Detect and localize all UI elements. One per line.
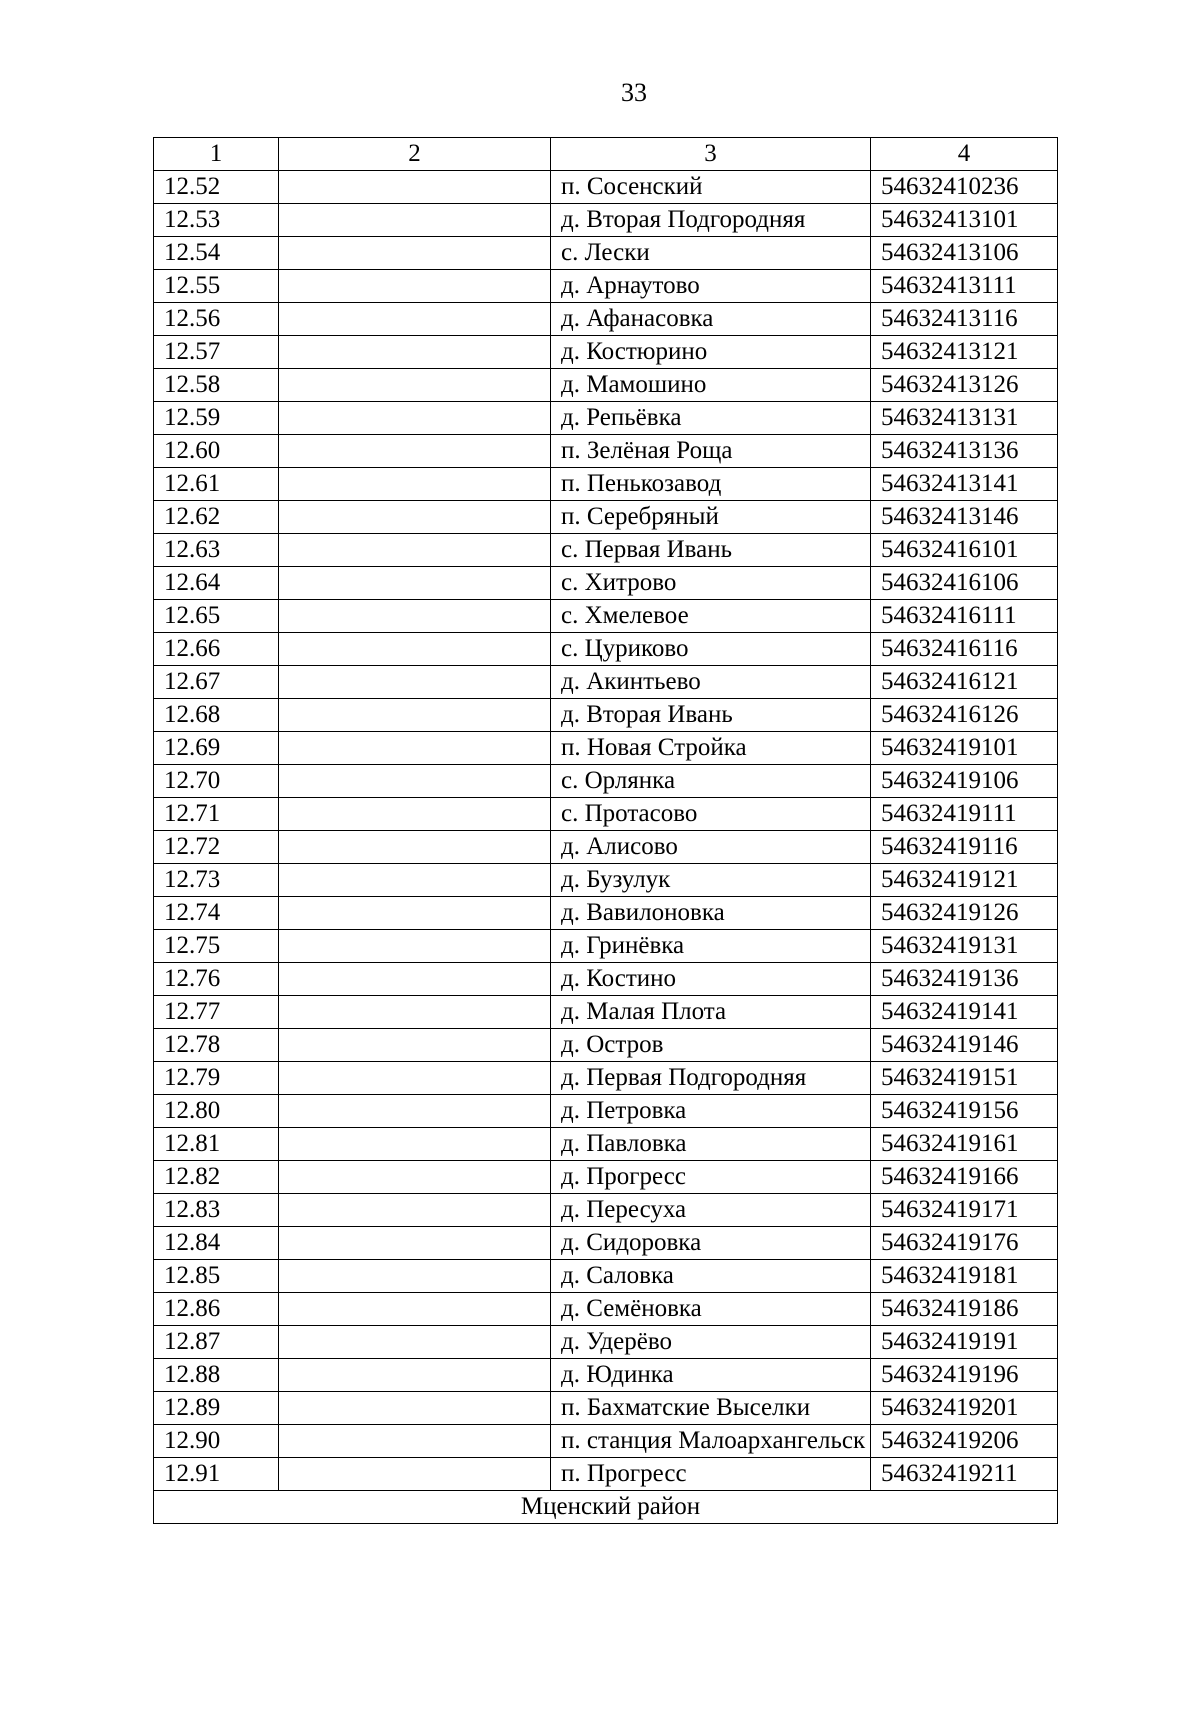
- row-number: 12.87: [154, 1326, 279, 1359]
- settlement-name: с. Протасово: [551, 798, 871, 831]
- settlement-name: с. Лески: [551, 237, 871, 270]
- row-col-2: [279, 1458, 551, 1491]
- settlement-name: д. Юдинка: [551, 1359, 871, 1392]
- page-number: 33: [621, 78, 647, 107]
- row-col-2: [279, 600, 551, 633]
- oktmo-code: 54632413101: [871, 204, 1058, 237]
- row-col-2: [279, 897, 551, 930]
- oktmo-code: 54632419196: [871, 1359, 1058, 1392]
- settlement-name: д. Вторая Подгородняя: [551, 204, 871, 237]
- row-number: 12.70: [154, 765, 279, 798]
- row-col-2: [279, 732, 551, 765]
- table-row: [154, 1425, 1058, 1458]
- row-number: 12.59: [154, 402, 279, 435]
- row-col-2: [279, 270, 551, 303]
- oktmo-code: 54632419141: [871, 996, 1058, 1029]
- row-number: 12.75: [154, 930, 279, 963]
- settlement-name: п. Новая Стройка: [551, 732, 871, 765]
- row-col-2: [279, 435, 551, 468]
- row-number: 12.60: [154, 435, 279, 468]
- oktmo-code: 54632419206: [871, 1425, 1058, 1458]
- row-col-2: [279, 864, 551, 897]
- table-row: [154, 831, 1058, 864]
- row-number: 12.71: [154, 798, 279, 831]
- row-col-2: [279, 501, 551, 534]
- row-col-2: [279, 402, 551, 435]
- row-number: 12.55: [154, 270, 279, 303]
- row-number: 12.69: [154, 732, 279, 765]
- settlement-name: с. Первая Ивань: [551, 534, 871, 567]
- oktmo-code: 54632413146: [871, 501, 1058, 534]
- settlement-name: д. Костюрино: [551, 336, 871, 369]
- table-row: [154, 402, 1058, 435]
- table-row: [154, 435, 1058, 468]
- row-number: 12.73: [154, 864, 279, 897]
- oktmo-code: 54632419166: [871, 1161, 1058, 1194]
- settlement-name: п. Сосенский: [551, 171, 871, 204]
- row-col-2: [279, 567, 551, 600]
- row-number: 12.90: [154, 1425, 279, 1458]
- table-row: [154, 633, 1058, 666]
- settlement-name: с. Хмелевое: [551, 600, 871, 633]
- header-col-2: 2: [279, 138, 551, 171]
- oktmo-code: 54632419101: [871, 732, 1058, 765]
- settlement-name: д. Акинтьево: [551, 666, 871, 699]
- table-header-row: [154, 138, 1058, 171]
- oktmo-code: 54632419156: [871, 1095, 1058, 1128]
- settlement-name: д. Павловка: [551, 1128, 871, 1161]
- oktmo-code: 54632419181: [871, 1260, 1058, 1293]
- row-col-2: [279, 963, 551, 996]
- row-number: 12.76: [154, 963, 279, 996]
- row-number: 12.66: [154, 633, 279, 666]
- row-col-2: [279, 666, 551, 699]
- oktmo-code: 54632419126: [871, 897, 1058, 930]
- settlement-name: п. Зелёная Роща: [551, 435, 871, 468]
- row-number: 12.89: [154, 1392, 279, 1425]
- settlement-name: д. Малая Плота: [551, 996, 871, 1029]
- row-col-2: [279, 171, 551, 204]
- settlement-name: п. Бахматские Выселки: [551, 1392, 871, 1425]
- oktmo-code: 54632413126: [871, 369, 1058, 402]
- row-number: 12.62: [154, 501, 279, 534]
- row-number: 12.58: [154, 369, 279, 402]
- row-col-2: [279, 1029, 551, 1062]
- table-row: [154, 1194, 1058, 1227]
- table-row: [154, 699, 1058, 732]
- row-col-2: [279, 1359, 551, 1392]
- settlement-name: д. Афанасовка: [551, 303, 871, 336]
- table-row: [154, 930, 1058, 963]
- row-col-2: [279, 831, 551, 864]
- table-row: [154, 1062, 1058, 1095]
- settlement-name: д. Первая Подгородняя: [551, 1062, 871, 1095]
- row-number: 12.79: [154, 1062, 279, 1095]
- row-col-2: [279, 633, 551, 666]
- settlements-table: [153, 137, 1058, 1524]
- table-row: [154, 1458, 1058, 1491]
- header-col-3: 3: [551, 138, 871, 171]
- settlement-name: д. Пересуха: [551, 1194, 871, 1227]
- oktmo-code: 54632413131: [871, 402, 1058, 435]
- settlement-name: п. Серебряный: [551, 501, 871, 534]
- table-row: [154, 1392, 1058, 1425]
- table-row: [154, 996, 1058, 1029]
- oktmo-code: 54632419111: [871, 798, 1058, 831]
- row-col-2: [279, 1326, 551, 1359]
- row-number: 12.77: [154, 996, 279, 1029]
- oktmo-code: 54632419151: [871, 1062, 1058, 1095]
- oktmo-code: 54632413106: [871, 237, 1058, 270]
- row-number: 12.67: [154, 666, 279, 699]
- row-col-2: [279, 1392, 551, 1425]
- row-number: 12.61: [154, 468, 279, 501]
- oktmo-code: 54632413116: [871, 303, 1058, 336]
- row-col-2: [279, 204, 551, 237]
- header-col-1: 1: [154, 138, 279, 171]
- row-number: 12.54: [154, 237, 279, 270]
- oktmo-code: 54632419171: [871, 1194, 1058, 1227]
- table-body: [154, 171, 1058, 1491]
- settlement-name: д. Костино: [551, 963, 871, 996]
- settlement-name: д. Бузулук: [551, 864, 871, 897]
- table-row: [154, 963, 1058, 996]
- table-row: [154, 1260, 1058, 1293]
- oktmo-code: 54632419121: [871, 864, 1058, 897]
- row-number: 12.85: [154, 1260, 279, 1293]
- oktmo-code: 54632419201: [871, 1392, 1058, 1425]
- oktmo-code: 54632416101: [871, 534, 1058, 567]
- row-col-2: [279, 468, 551, 501]
- table-row: [154, 798, 1058, 831]
- row-number: 12.74: [154, 897, 279, 930]
- table-row: [154, 1128, 1058, 1161]
- table-row: [154, 732, 1058, 765]
- settlement-name: с. Цуриково: [551, 633, 871, 666]
- row-number: 12.86: [154, 1293, 279, 1326]
- row-number: 12.72: [154, 831, 279, 864]
- table-row: [154, 1227, 1058, 1260]
- oktmo-code: 54632419191: [871, 1326, 1058, 1359]
- oktmo-code: 54632419106: [871, 765, 1058, 798]
- row-number: 12.57: [154, 336, 279, 369]
- oktmo-code: 54632413111: [871, 270, 1058, 303]
- settlement-name: п. Пенькозавод: [551, 468, 871, 501]
- row-number: 12.80: [154, 1095, 279, 1128]
- oktmo-code: 54632413136: [871, 435, 1058, 468]
- row-col-2: [279, 237, 551, 270]
- settlement-name: д. Арнаутово: [551, 270, 871, 303]
- table-row: [154, 600, 1058, 633]
- row-col-2: [279, 1227, 551, 1260]
- settlement-name: д. Репьёвка: [551, 402, 871, 435]
- settlement-name: д. Мамошино: [551, 369, 871, 402]
- row-number: 12.88: [154, 1359, 279, 1392]
- row-number: 12.53: [154, 204, 279, 237]
- oktmo-code: 54632419211: [871, 1458, 1058, 1491]
- row-number: 12.84: [154, 1227, 279, 1260]
- settlement-name: д. Вторая Ивань: [551, 699, 871, 732]
- oktmo-code: 54632416121: [871, 666, 1058, 699]
- oktmo-code: 54632419161: [871, 1128, 1058, 1161]
- settlement-name: д. Сидоровка: [551, 1227, 871, 1260]
- row-col-2: [279, 1293, 551, 1326]
- table-row: [154, 1359, 1058, 1392]
- settlement-name: д. Удерёво: [551, 1326, 871, 1359]
- settlement-name: д. Вавилоновка: [551, 897, 871, 930]
- table-row: [154, 468, 1058, 501]
- settlement-name: с. Хитрово: [551, 567, 871, 600]
- row-col-2: [279, 1095, 551, 1128]
- oktmo-code: 54632419131: [871, 930, 1058, 963]
- table-row: [154, 369, 1058, 402]
- table-row: [154, 501, 1058, 534]
- table-row: [154, 534, 1058, 567]
- oktmo-code: 54632410236: [871, 171, 1058, 204]
- settlement-name: д. Саловка: [551, 1260, 871, 1293]
- row-col-2: [279, 1062, 551, 1095]
- settlement-name: д. Алисово: [551, 831, 871, 864]
- row-col-2: [279, 1425, 551, 1458]
- row-col-2: [279, 1161, 551, 1194]
- settlement-name: д. Семёновка: [551, 1293, 871, 1326]
- oktmo-code: 54632413121: [871, 336, 1058, 369]
- table-row: [154, 237, 1058, 270]
- row-col-2: [279, 1260, 551, 1293]
- row-number: 12.83: [154, 1194, 279, 1227]
- table-row: [154, 666, 1058, 699]
- table-row: [154, 336, 1058, 369]
- table-row: [154, 303, 1058, 336]
- oktmo-code: 54632419116: [871, 831, 1058, 864]
- row-col-2: [279, 930, 551, 963]
- table-row: [154, 204, 1058, 237]
- table-row: [154, 567, 1058, 600]
- settlement-name: п. Прогресс: [551, 1458, 871, 1491]
- row-col-2: [279, 765, 551, 798]
- table-row: [154, 897, 1058, 930]
- row-col-2: [279, 798, 551, 831]
- row-col-2: [279, 534, 551, 567]
- row-col-2: [279, 1128, 551, 1161]
- table-row: [154, 1029, 1058, 1062]
- table-row: [154, 171, 1058, 204]
- table-row: [154, 1293, 1058, 1326]
- settlement-name: д. Остров: [551, 1029, 871, 1062]
- settlement-name: д. Гринёвка: [551, 930, 871, 963]
- row-number: 12.68: [154, 699, 279, 732]
- row-col-2: [279, 1194, 551, 1227]
- oktmo-code: 54632416106: [871, 567, 1058, 600]
- row-number: 12.64: [154, 567, 279, 600]
- row-col-2: [279, 996, 551, 1029]
- row-number: 12.91: [154, 1458, 279, 1491]
- row-col-2: [279, 699, 551, 732]
- row-number: 12.56: [154, 303, 279, 336]
- row-number: 12.82: [154, 1161, 279, 1194]
- oktmo-code: 54632413141: [871, 468, 1058, 501]
- table-row: [154, 270, 1058, 303]
- settlement-name: д. Прогресс: [551, 1161, 871, 1194]
- table-row: [154, 765, 1058, 798]
- oktmo-code: 54632419186: [871, 1293, 1058, 1326]
- oktmo-code: 54632416126: [871, 699, 1058, 732]
- settlement-name: д. Петровка: [551, 1095, 871, 1128]
- row-col-2: [279, 369, 551, 402]
- row-number: 12.78: [154, 1029, 279, 1062]
- settlement-name: п. станция Малоархангельск: [551, 1425, 871, 1458]
- oktmo-code: 54632416116: [871, 633, 1058, 666]
- table-row: [154, 1095, 1058, 1128]
- table-row: [154, 864, 1058, 897]
- row-number: 12.63: [154, 534, 279, 567]
- section-title: Мценский район: [154, 1491, 1058, 1524]
- table-row: [154, 1161, 1058, 1194]
- oktmo-code: 54632416111: [871, 600, 1058, 633]
- settlement-name: с. Орлянка: [551, 765, 871, 798]
- row-number: 12.81: [154, 1128, 279, 1161]
- oktmo-code: 54632419176: [871, 1227, 1058, 1260]
- header-col-4: 4: [871, 138, 1058, 171]
- table-row: [154, 1326, 1058, 1359]
- row-number: 12.65: [154, 600, 279, 633]
- oktmo-code: 54632419136: [871, 963, 1058, 996]
- row-number: 12.52: [154, 171, 279, 204]
- row-col-2: [279, 336, 551, 369]
- oktmo-code: 54632419146: [871, 1029, 1058, 1062]
- row-col-2: [279, 303, 551, 336]
- section-row: [154, 1491, 1058, 1524]
